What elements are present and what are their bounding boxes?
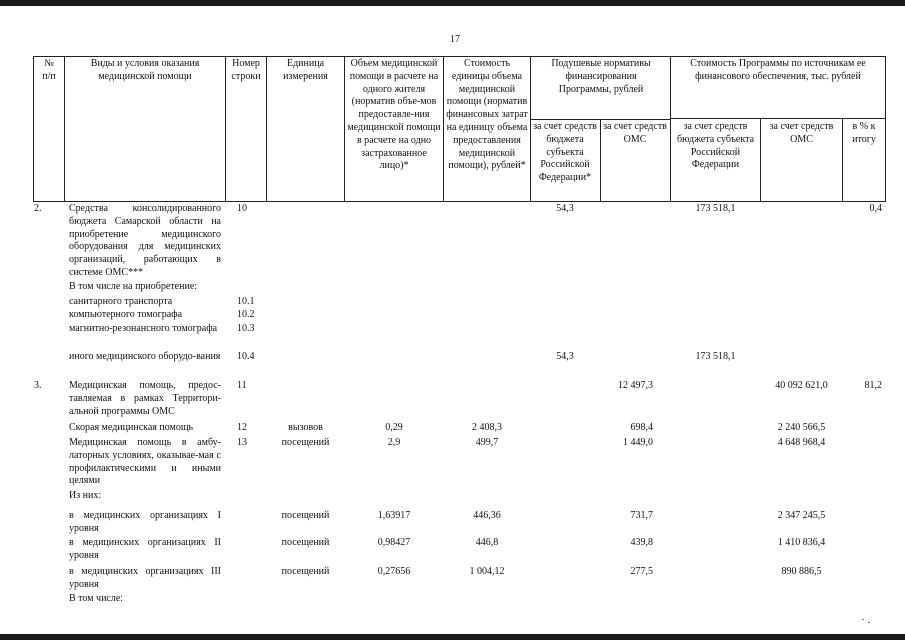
header-unit-cost: Стоимость единицы объема медицинской помощи (норматив финансовых затрат на единицу объема предоставления медицинской помощи), рублей* [446, 58, 528, 172]
cell-name: В том числе на приобретение: [69, 281, 198, 292]
cell-per-capita-oms: 698,4 [630, 422, 653, 433]
cell-row-number: 12 [237, 422, 247, 433]
cell-program-oms: 890 886,5 [781, 566, 822, 577]
cell-name: Медицинская помощь, предос-тавляемая в рамках Территори-альной программы ОМС [69, 380, 221, 417]
cell-row-number: 10.1 [237, 296, 255, 307]
header-kinds: Виды и условия оказания медицинской помощи [90, 58, 200, 82]
header-program-percent: в % к итогу [852, 121, 876, 145]
cell-per-capita-oms: 731,7 [630, 510, 653, 521]
cell-name: компьютерного томографа [69, 309, 183, 320]
cell-unit: посещений [281, 537, 330, 548]
cell-unit: посещений [281, 510, 330, 521]
cell-program-budget: 173 518,1 [695, 203, 736, 214]
cell-row-number: 10 [237, 203, 247, 214]
header-row-number: Номер строки [231, 58, 261, 82]
cell-program-oms: 40 092 621,0 [775, 380, 828, 391]
cell-program-percent: 0,4 [869, 203, 882, 214]
cell-name: Скорая медицинская помощь [69, 422, 194, 433]
header-program-budget: за счет средств бюджета субъекта Российской Федерации [676, 121, 755, 171]
header-bottom-line [33, 201, 886, 202]
col-border-2 [225, 56, 226, 201]
header-per-capita-budget: за счет средств бюджета субъекта Российской Федерации* [533, 121, 597, 184]
cell-name: в медицинских организациях I уровня [69, 510, 221, 534]
cell-name: Медицинская помощь в амбу-латорных условиях, оказывае-мая с профилактическими и иными целями [69, 437, 221, 487]
header-unit: Единица измерения [283, 58, 328, 82]
cell-row-number: 10.3 [237, 323, 255, 334]
cell-row-number: 11 [237, 380, 247, 391]
cell-unit: вызовов [288, 422, 323, 433]
cell-name: санитарного транспорта [69, 296, 173, 307]
cell-program-oms: 4 648 968,4 [777, 437, 826, 448]
cell-volume: 1,63917 [377, 510, 411, 521]
scan-speck [868, 622, 870, 623]
cell-name: Из них: [69, 490, 102, 501]
cell-program-budget: 173 518,1 [695, 351, 736, 362]
cell-per-capita-oms: 1 449,0 [623, 437, 653, 448]
page-number: 17 [450, 34, 460, 45]
cell-row-number: 10.2 [237, 309, 255, 320]
cell-volume: 0,98427 [377, 537, 411, 548]
table-top-line [33, 56, 886, 57]
header-per-capita: Подушевые нормативы финансирования Программы, рублей [551, 58, 651, 95]
col-border-5 [443, 56, 444, 201]
cell-unit: посещений [281, 437, 330, 448]
header-per-capita-oms: за счет средств ОМС [603, 121, 667, 145]
cell-per-capita-oms: 277,5 [630, 566, 653, 577]
cell-name: иного медицинского оборудо-вания [69, 351, 221, 362]
cell-program-oms: 2 240 566,5 [777, 422, 826, 433]
col-border-9 [760, 118, 761, 201]
cell-unit-cost: 446,8 [475, 537, 499, 548]
cell-name: в медицинских организациях II уровня [69, 537, 221, 561]
cell-unit-cost: 2 408,3 [472, 422, 502, 433]
col-border-4 [344, 56, 345, 201]
cell-unit: посещений [281, 566, 330, 577]
header-program-cost: Стоимость Программы по источникам ее финансового обеспечения, тыс. рублей [690, 58, 866, 82]
cell-name: магнитно-резонансного томографа [69, 323, 218, 334]
col-border-11 [885, 56, 886, 201]
cell-row-number: 13 [237, 437, 247, 448]
cell-program-percent: 81,2 [864, 380, 882, 391]
cell-per-capita-budget: 54,3 [556, 203, 574, 214]
cell-volume: 2,9 [387, 437, 401, 448]
cell-per-capita-oms: 439,8 [630, 537, 653, 548]
scan-top-border [0, 0, 905, 6]
cell-volume: 0,29 [385, 422, 403, 433]
cell-row-number: 10.4 [237, 351, 255, 362]
col-border-3 [266, 56, 267, 201]
col-border-8 [670, 56, 671, 201]
scan-bottom-border [0, 634, 905, 640]
cell-num: 2. [34, 203, 42, 214]
col-border-1 [64, 56, 65, 201]
cell-unit-cost: 446,36 [473, 510, 501, 521]
col-border-10 [842, 118, 843, 201]
cell-per-capita-oms: 12 497,3 [618, 380, 653, 391]
cell-program-oms: 2 347 245,5 [777, 510, 826, 521]
cell-name: В том числе: [69, 593, 124, 604]
scan-speck [862, 619, 864, 620]
cell-num: 3. [34, 380, 42, 391]
header-num: № п/п [42, 58, 56, 82]
cell-program-oms: 1 410 836,4 [777, 537, 826, 548]
cell-unit-cost: 499,7 [475, 437, 499, 448]
cell-volume: 0,27656 [377, 566, 411, 577]
header-program-oms: за счет средств ОМС [769, 121, 834, 145]
subheader-line-program [670, 118, 886, 119]
cell-name: Средства консолидированного бюджета Самарской области на приобретение медицинского оборудования для медицинских организаций, работающих в системе ОМС*** [69, 203, 221, 278]
header-volume: Объем медицинской помощи в расчете на одного жителя (норматив объе-мов предоставле-ния медицинской помощи в расчете на одно застрахованное лицо)* [347, 58, 441, 172]
cell-per-capita-budget: 54,3 [556, 351, 574, 362]
cell-name: в медицинских организациях III уровня [69, 566, 221, 590]
cell-unit-cost: 1 004,12 [469, 566, 505, 577]
